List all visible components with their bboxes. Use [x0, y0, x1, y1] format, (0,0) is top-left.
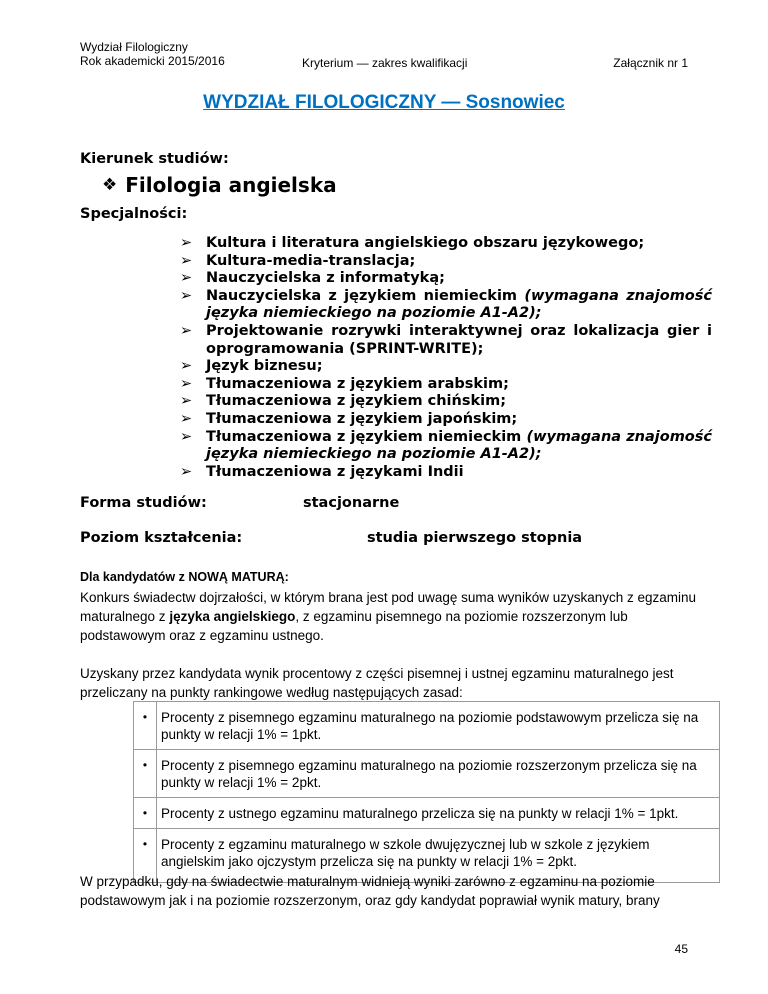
list-item: ➢ Tłumaczeniowa z językiem chińskim; [180, 393, 506, 410]
list-item: ➢ Tłumaczeniowa z językiem japońskim; [180, 410, 518, 427]
arrow-bullet-icon: ➢ [180, 270, 193, 287]
study-level-value: studia pierwszego stopnia [367, 530, 583, 546]
list-item: ➢ Nauczycielska z informatyką; [180, 270, 445, 287]
specializations-list [180, 235, 712, 481]
major-name: Filologia angielska [125, 173, 337, 197]
rule-text: Procenty z egzaminu maturalnego w szkole dwujęzycznej lub w szkole z językiem angielskim jako ojczystym przelicza się na punkty w relacji 1% = 2pkt. [157, 829, 720, 883]
paragraph-retake: W przypadku, gdy na świadectwie maturalnym widnieją wyniki zarówno z egzaminu na poziomie podstawowym jak i na poziomie rozszerzonym, oraz gdy kandydat poprawiał wynik matury, brany [80, 874, 660, 908]
arrow-bullet-icon: ➢ [180, 393, 193, 410]
study-form-label: Forma studiów: [80, 495, 207, 511]
candidates-heading: Dla kandydatów z NOWĄ MATURĄ: [80, 570, 289, 584]
study-level-label: Poziom kształcenia: [80, 530, 243, 546]
table-row [134, 702, 720, 750]
bullet-icon: • [134, 829, 157, 883]
subject-highlight: języka angielskiego [169, 609, 296, 624]
header-attachment: Załącznik nr 1 [613, 56, 688, 70]
page-number: 45 [674, 942, 688, 956]
header-faculty: Wydział Filologiczny [80, 40, 188, 54]
list-item: ➢ Nauczycielska z językiem niemieckim (wymagana znajomość języka niemieckiego na poziomie A1-A2); [180, 287, 712, 322]
list-item: ➢ Tłumaczeniowa z językami Indii [180, 463, 464, 480]
list-item: ➢ Język biznesu; [180, 358, 323, 375]
header-left [80, 40, 225, 68]
list-item: ➢ Kultura i literatura angielskiego obszaru językowego; [180, 235, 645, 251]
arrow-bullet-icon: ➢ [180, 428, 193, 445]
arrow-bullet-icon: ➢ [180, 463, 193, 480]
study-form-value: stacjonarne [303, 495, 400, 511]
field-label: Kierunek studiów: [80, 151, 229, 167]
arrow-bullet-icon: ➢ [180, 358, 193, 375]
list-item: ➢ Projektowanie rozrywki interaktywnej oraz lokalizacja gier i oprogramowania (SPRINT-WRITE); [180, 322, 712, 357]
arrow-bullet-icon: ➢ [180, 252, 193, 269]
bullet-icon: • [134, 750, 157, 798]
major-heading [102, 173, 337, 197]
arrow-bullet-icon: ➢ [180, 322, 193, 339]
paragraph-intro: Konkurs świadectw dojrzałości, w którym brana jest pod uwagę suma wyników uzyskanych z egzaminu maturalnego z języka angielskiego, z egzaminu pisemnego na poziomie rozszerzonym lub podstawowym oraz z egzaminu ustnego. [80, 590, 697, 643]
rule-text: Procenty z pisemnego egzaminu maturalnego na poziomie rozszerzonym przelicza się na punkty w relacji 1% = 2pkt. [157, 750, 720, 798]
page-title: WYDZIAŁ FILOLOGICZNY — Sosnowiec [203, 92, 565, 113]
header-year: Rok akademicki 2015/2016 [80, 54, 225, 68]
arrow-bullet-icon: ➢ [180, 410, 193, 427]
arrow-bullet-icon: ➢ [180, 375, 193, 392]
arrow-bullet-icon: ➢ [180, 287, 193, 304]
diamond-bullet-icon: ❖ [102, 175, 118, 195]
header-criterion: Kryterium — zakres kwalifikacji [302, 56, 468, 70]
list-item: ➢ Tłumaczeniowa z językiem niemieckim (wymagana znajomość języka niemieckiego na poziomie A1-A2); [180, 428, 712, 463]
bullet-icon: • [134, 702, 157, 750]
bullet-icon: • [134, 798, 157, 829]
arrow-bullet-icon: ➢ [180, 235, 193, 251]
list-item: ➢ Kultura-media-translacja; [180, 252, 416, 269]
conversion-rules-table [133, 701, 720, 883]
table-row [134, 798, 720, 829]
rule-text: Procenty z pisemnego egzaminu maturalnego na poziomie podstawowym przelicza się na punkty w relacji 1% = 1pkt. [157, 702, 720, 750]
table-row [134, 750, 720, 798]
paragraph-conversion: Uzyskany przez kandydata wynik procentowy z części pisemnej i ustnej egzaminu maturalnego jest przeliczany na punkty rankingowe według następujących zasad: [80, 666, 674, 700]
rule-text: Procenty z ustnego egzaminu maturalnego przelicza się na punkty w relacji 1% = 1pkt. [157, 798, 720, 829]
specializations-label: Specjalności: [80, 206, 188, 222]
list-item: ➢ Tłumaczeniowa z językiem arabskim; [180, 375, 509, 392]
